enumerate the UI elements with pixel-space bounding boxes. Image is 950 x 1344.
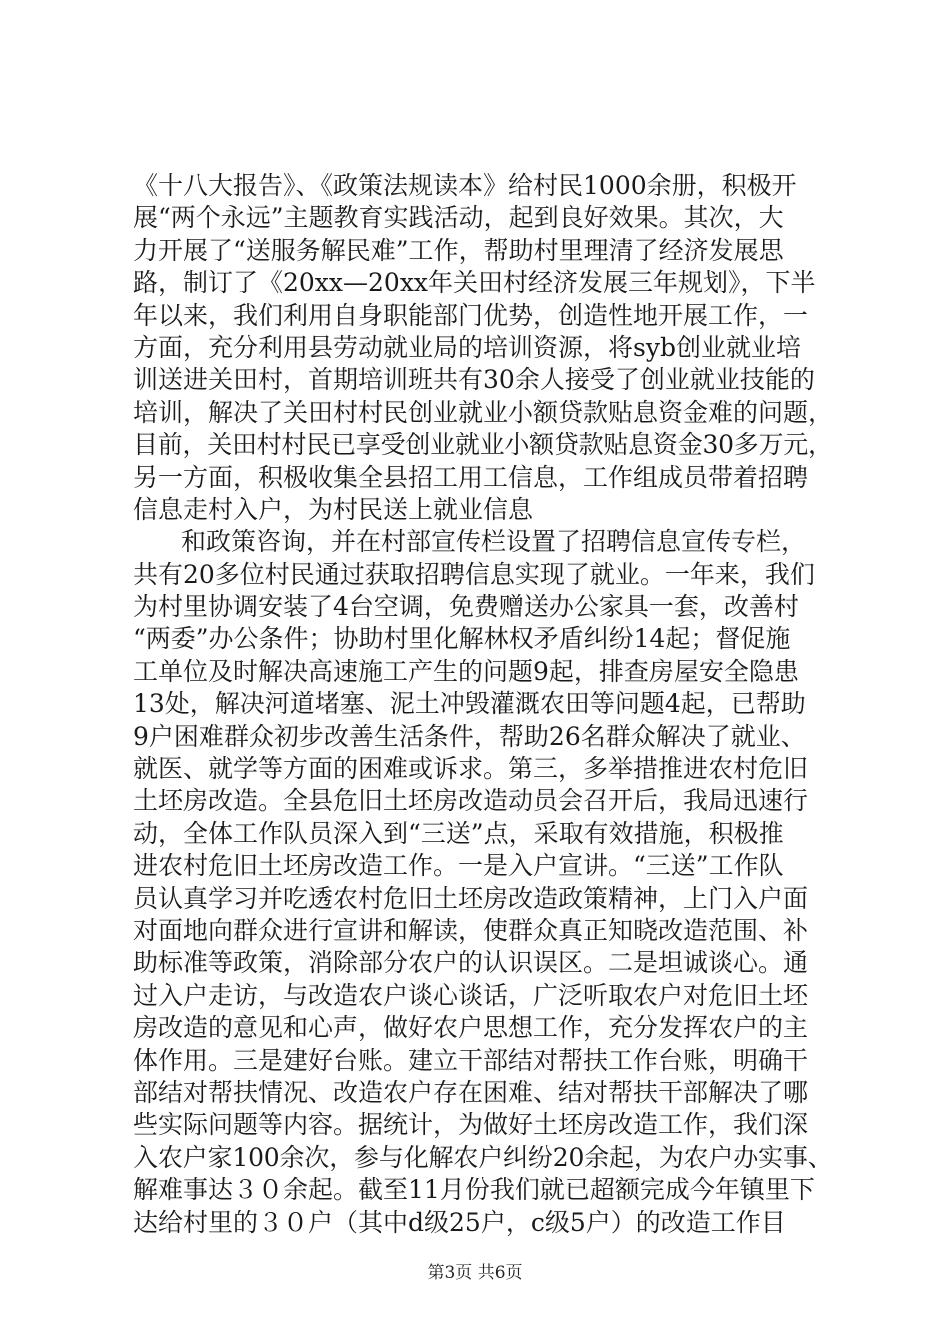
- text-line: 9户困难群众初步改善生活条件，帮助26名群众解决了就业、: [133, 721, 806, 751]
- text-line: 年以来，我们利用自身职能部门优势，创造性地开展工作，一: [133, 300, 809, 330]
- text-line: 过入户走访，与改造农户谈心谈话，广泛听取农户对危旧土坯: [133, 980, 809, 1010]
- text-line: 就医、就学等方面的困难或诉求。第三，多举措推进农村危旧: [133, 754, 809, 784]
- text-line: 些实际问题等内容。据统计，为做好土坯房改造工作，我们深: [133, 1110, 809, 1140]
- text-line: 工单位及时解决高速施工产生的问题9起，排查房屋安全隐患: [133, 656, 799, 686]
- text-line: 共有20多位村民通过获取招聘信息实现了就业。一年来，我们: [133, 559, 815, 589]
- text-line: 和政策咨询，并在村部宣传栏设置了招聘信息宣传专栏，: [181, 527, 807, 557]
- text-line: 员认真学习并吃透农村危旧土坯房改造政策精神，上门入户面: [133, 883, 809, 913]
- text-line: 为村里协调安装了4台空调，免费赠送办公家具一套，改善村: [133, 592, 799, 622]
- text-line: 动，全体工作队员深入到“三送”点，采取有效措施，积极推: [133, 818, 784, 848]
- text-line: 部结对帮扶情况、改造农户存在困难、结对帮扶干部解决了哪: [133, 1077, 809, 1107]
- text-line: 信息走村入户，为村民送上就业信息: [133, 494, 534, 524]
- text-line: 目前，关田村村民已享受创业就业小额贷款贴息资金30多万元，: [133, 430, 833, 460]
- text-line: 13处，解决河道堵塞、泥土冲毁灌溉农田等问题4起，已帮助: [133, 689, 806, 719]
- text-line: 《十八大报告》、《政策法规读本》给村民1000余册，积极开: [133, 171, 797, 200]
- text-line: 方面，充分利用县劳动就业局的培训资源，将syb创业就业培: [133, 332, 801, 362]
- text-line: 达给村里的３０户（其中d级25户，c级5户）的改造工作目: [133, 1207, 786, 1237]
- text-line: 解难事达３０余起。截至11月份我们就已超额完成今年镇里下: [133, 1175, 815, 1205]
- page-number-footer: 第3页 共6页: [427, 1263, 523, 1283]
- body-text: [133, 170, 833, 1239]
- text-line: 助标准等政策，消除部分农户的认识误区。二是坦诚谈心。通: [133, 948, 809, 978]
- text-line: 力开展了“送服务解民难”工作，帮助村里理清了经济发展思: [133, 235, 784, 265]
- text-line: 体作用。三是建好台账。建立干部结对帮扶工作台账，明确干: [133, 1045, 809, 1075]
- text-line: 展“两个永远”主题教育实践活动，起到良好效果。其次，大: [133, 203, 784, 233]
- text-line: 土坯房改造。全县危旧土坯房改造动员会召开后，我局迅速行: [133, 786, 809, 816]
- text-line: 对面地向群众进行宣讲和解读，使群众真正知晓改造范围、补: [133, 915, 809, 945]
- text-line: 训送进关田村，首期培训班共有30余人接受了创业就业技能的: [133, 365, 815, 395]
- text-line: 房改造的意见和心声，做好农户思想工作，充分发挥农户的主: [133, 1013, 809, 1043]
- text-line: 路，制订了《20xx—20xx年关田村经济发展三年规划》，下半: [133, 268, 816, 298]
- text-line: 培训，解决了关田村村民创业就业小额贷款贴息资金难的问题，: [133, 397, 834, 427]
- text-line: 入农户家100余次，参与化解农户纠纷20余起，为农户办实事、: [133, 1142, 833, 1172]
- text-line: 另一方面，积极收集全县招工用工信息，工作组成员带着招聘: [133, 462, 809, 492]
- text-line: “两委”办公条件；协助村里化解林权矛盾纠纷14起；督促施: [133, 624, 791, 654]
- text-line: 进农村危旧土坯房改造工作。一是入户宣讲。“三送”工作队: [133, 851, 784, 881]
